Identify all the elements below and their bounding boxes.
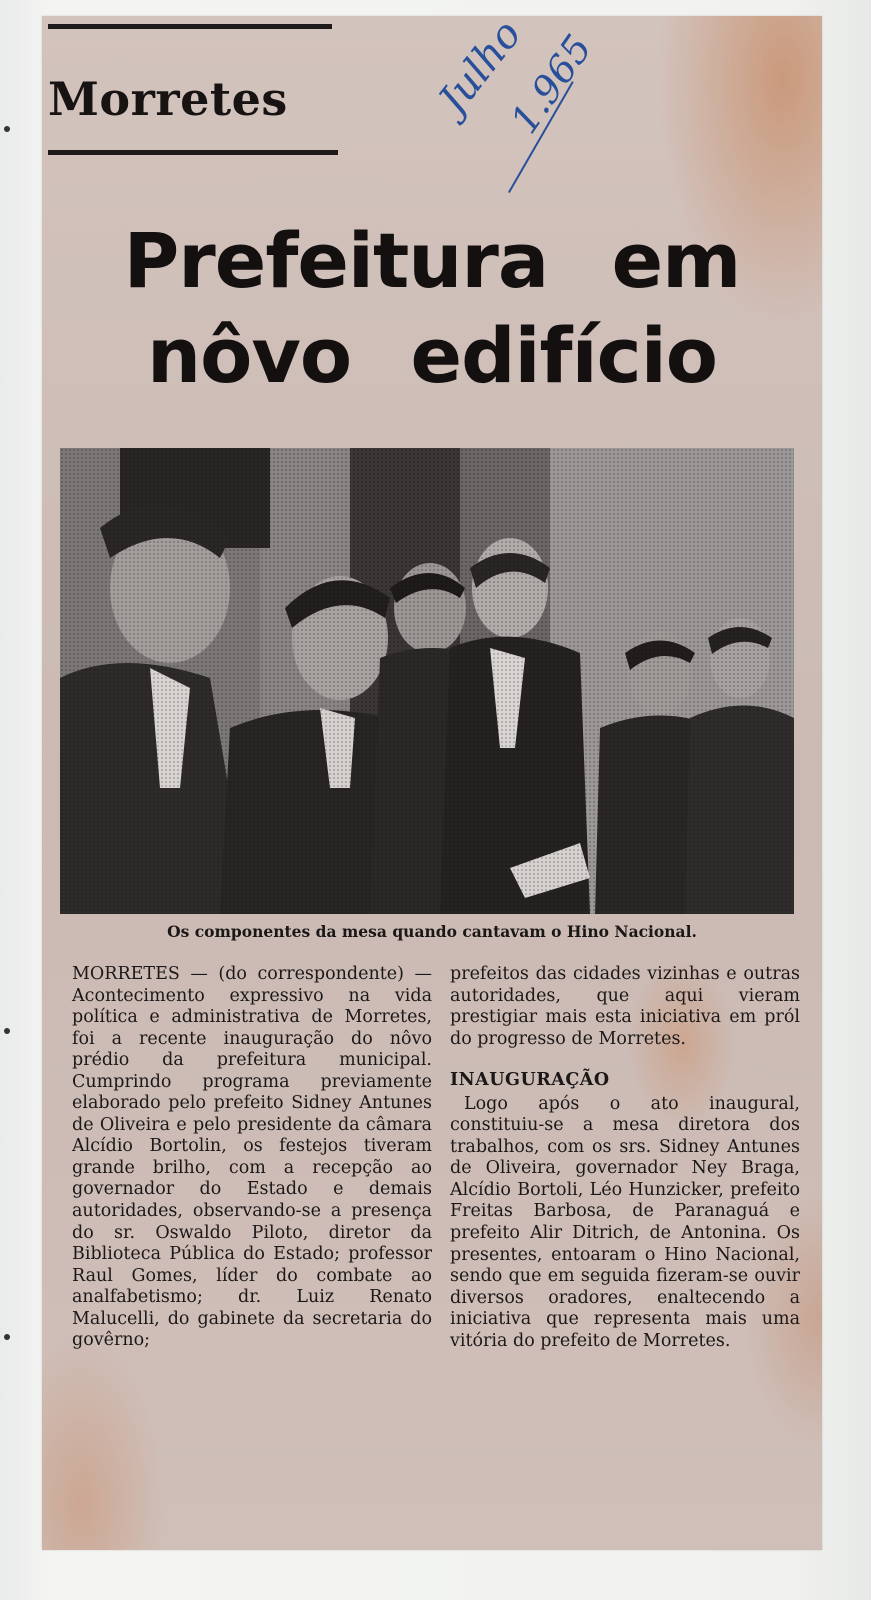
section-rule-top	[48, 24, 332, 29]
binding-hole	[4, 1334, 10, 1340]
article-text-right: prefeitos das cidades vizinhas e outras autoridades, que aqui vieram prestigiar mais esta iniciativa em pról do progresso de Morretes.	[450, 964, 800, 1049]
section-name: Morretes	[48, 72, 288, 126]
article-dateline: MORRETES	[72, 964, 191, 984]
binding-hole	[4, 1028, 10, 1034]
article-subheading: INAUGURAÇÃO	[450, 1070, 610, 1091]
article-text-left: — (do correspondente) — Acontecimento expressivo na vida política e administrativa de Morretes, foi a recente inauguração do nôvo prédio da prefeitura municipal. Cumprindo programa previamente elaborado pelo prefeito Sidney Antunes de Oliveira e pelo presidente da câmara Alcídio Bortolin, os festejos tiveram grande brilho, com a recepção ao governador do Estado e demais autoridades, observando-se a presença do sr. Oswaldo Piloto, diretor da Biblioteca Pública do Estado; professor Raul Gomes, líder do combate ao analfabetismo; dr. Luiz Renato Malucelli, do gabinete da secretaria do govêrno;	[72, 964, 432, 1351]
news-photo	[60, 448, 794, 914]
photo-caption: Os componentes da mesa quando cantavam o Hino Nacional.	[167, 922, 697, 941]
article-text-right-2: Logo após o ato inaugural, constituiu-se a mesa diretora dos trabalhos, com os srs. Sidney Antunes de Oliveira, governador Ney Braga, Alcídio Bortoli, Léo Hunzicker, prefeito Freitas Barbosa, de Paranaguá e prefeito Alir Ditrich, de Antonina. Os presentes, entoaram o Hino Nacional, sendo que em seguida fizeram-se ouvir diversos oradores, enaltecendo a iniciativa que representa mais uma vitória do prefeito de Morretes.	[450, 1093, 800, 1351]
handwritten-year: 1.965	[502, 26, 601, 142]
article-column-right	[450, 964, 800, 1352]
headline-line-2: nôvo edifício	[147, 311, 717, 400]
section-rule-bottom	[48, 150, 338, 155]
group-of-men-photo-icon	[60, 448, 794, 914]
binding-hole	[4, 126, 10, 132]
newspaper-clipping	[42, 11, 822, 1550]
handwritten-date-note	[430, 11, 610, 204]
headline-line-1: Prefeitura em	[123, 216, 741, 305]
article-column-left	[72, 964, 432, 1352]
handwritten-month: Julho	[430, 11, 531, 123]
section-header	[48, 24, 336, 164]
